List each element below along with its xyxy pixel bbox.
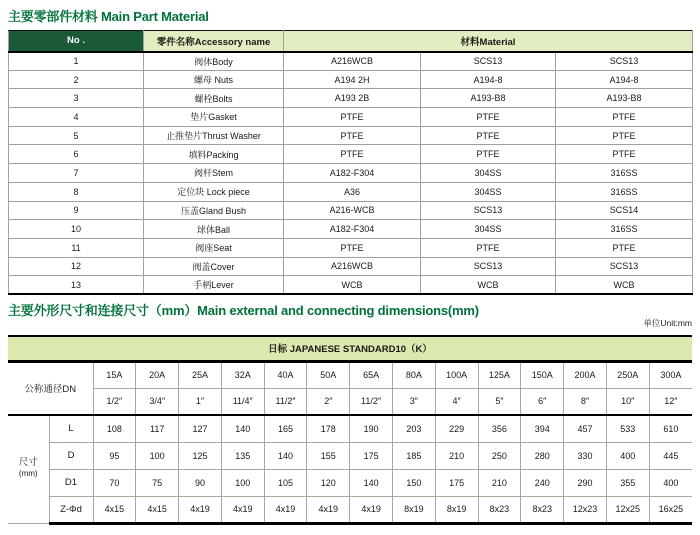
dimension-value: 210: [478, 469, 521, 496]
material-row: [9, 201, 693, 220]
dimension-value: 125: [179, 442, 222, 469]
row-no: 12: [9, 257, 144, 276]
dimension-row: [8, 469, 692, 496]
material-row: [9, 108, 693, 127]
dimensions-table: [8, 335, 692, 525]
part-name: 阀盖Cover: [144, 257, 284, 276]
materials-table: [8, 30, 693, 295]
material-3: PTFE: [556, 238, 693, 257]
row-no: 4: [9, 108, 144, 127]
material-3: PTFE: [556, 108, 693, 127]
dimension-value: 12x23: [564, 496, 607, 523]
dimension-value: 95: [93, 442, 136, 469]
size-a-row: [8, 361, 692, 388]
dimension-value: 210: [435, 442, 478, 469]
dimension-value: 250: [478, 442, 521, 469]
dn-label: 公称通径DN: [8, 361, 93, 415]
row-no: 1: [9, 52, 144, 71]
material-3: WCB: [556, 276, 693, 295]
materials-header-row: [9, 31, 693, 52]
material-1: A216WCB: [284, 52, 421, 71]
size-inch-cell: 11/2″: [264, 388, 307, 415]
size-inch-cell: 3/4″: [136, 388, 179, 415]
size-inch-cell: 4″: [435, 388, 478, 415]
dimension-row: [8, 415, 692, 442]
material-1: A193 2B: [284, 89, 421, 108]
dimension-value: 178: [307, 415, 350, 442]
dimension-value: 240: [521, 469, 564, 496]
part-name: 阀座Seat: [144, 238, 284, 257]
dimension-value: 8x19: [435, 496, 478, 523]
dimension-value: 155: [307, 442, 350, 469]
size-inch-row: [8, 388, 692, 415]
row-no: 9: [9, 201, 144, 220]
material-2: 304SS: [421, 182, 556, 201]
material-3: A194-8: [556, 70, 693, 89]
dimension-value: 70: [93, 469, 136, 496]
dimension-value: 120: [307, 469, 350, 496]
size-a-cell: 150A: [521, 361, 564, 388]
row-no: 8: [9, 182, 144, 201]
dimension-value: 140: [264, 442, 307, 469]
dimension-value: 108: [93, 415, 136, 442]
material-row: [9, 238, 693, 257]
part-name: 螺母 Nuts: [144, 70, 284, 89]
dimension-value: 330: [564, 442, 607, 469]
size-inch-cell: 1″: [179, 388, 222, 415]
dimension-value: 610: [649, 415, 692, 442]
size-inch-cell: 12″: [649, 388, 692, 415]
section2-title: 主要外形尺寸和连接尺寸（mm）Main external and connecting dimensions(mm): [8, 303, 479, 318]
material-2: 304SS: [421, 220, 556, 239]
size-inch-cell: 2″: [307, 388, 350, 415]
material-2: SCS13: [421, 257, 556, 276]
dimension-value: 127: [179, 415, 222, 442]
dimension-value: 355: [606, 469, 649, 496]
dimension-value: 175: [350, 442, 393, 469]
size-inch-cell: 11/2″: [350, 388, 393, 415]
row-no: 5: [9, 126, 144, 145]
row-no: 7: [9, 164, 144, 183]
material-3: 316SS: [556, 164, 693, 183]
material-2: SCS13: [421, 201, 556, 220]
dimension-value: 4x19: [264, 496, 307, 523]
material-3: A193-B8: [556, 89, 693, 108]
material-1: A194 2H: [284, 70, 421, 89]
part-name: 止推垫片Thrust Washer: [144, 126, 284, 145]
size-inch-cell: 11/4″: [221, 388, 264, 415]
material-2: A193-B8: [421, 89, 556, 108]
material-2: PTFE: [421, 108, 556, 127]
material-column-header: 材料Material: [284, 31, 693, 52]
dimension-label: L: [49, 415, 93, 442]
part-name: 手柄Lever: [144, 276, 284, 295]
part-name: 阀体Body: [144, 52, 284, 71]
dimension-label: D1: [49, 469, 93, 496]
section1-title: 主要零部件材料 Main Part Material: [8, 9, 209, 24]
dimension-row: [8, 442, 692, 469]
dimension-value: 100: [221, 469, 264, 496]
size-inch-cell: 1/2″: [93, 388, 136, 415]
size-a-cell: 32A: [221, 361, 264, 388]
material-3: SCS13: [556, 257, 693, 276]
dimension-value: 4x19: [179, 496, 222, 523]
material-2: WCB: [421, 276, 556, 295]
part-name: 定位块 Lock piece: [144, 182, 284, 201]
row-no: 11: [9, 238, 144, 257]
material-2: PTFE: [421, 238, 556, 257]
dimension-value: 4x19: [221, 496, 264, 523]
material-1: PTFE: [284, 126, 421, 145]
dimension-value: 290: [564, 469, 607, 496]
dimension-value: 8x23: [478, 496, 521, 523]
size-a-cell: 25A: [179, 361, 222, 388]
dimension-value: 400: [649, 469, 692, 496]
material-row: [9, 276, 693, 295]
material-3: SCS13: [556, 52, 693, 71]
dimension-value: 100: [136, 442, 179, 469]
dimension-label: D: [49, 442, 93, 469]
size-a-cell: 40A: [264, 361, 307, 388]
material-1: A216WCB: [284, 257, 421, 276]
dimension-value: 400: [606, 442, 649, 469]
size-a-cell: 15A: [93, 361, 136, 388]
size-label-zh: 尺寸: [18, 457, 38, 469]
size-a-cell: 65A: [350, 361, 393, 388]
dimension-value: 140: [221, 415, 264, 442]
material-2: PTFE: [421, 145, 556, 164]
dimension-value: 203: [392, 415, 435, 442]
dimension-value: 175: [435, 469, 478, 496]
size-inch-cell: 3″: [392, 388, 435, 415]
material-row: [9, 52, 693, 71]
dimension-value: 75: [136, 469, 179, 496]
size-a-cell: 200A: [564, 361, 607, 388]
dimension-value: 135: [221, 442, 264, 469]
accessory-name-column-header: 零件名称Accessory name: [144, 31, 284, 52]
dimension-value: 150: [392, 469, 435, 496]
material-1: A216-WCB: [284, 201, 421, 220]
row-no: 6: [9, 145, 144, 164]
dimension-value: 185: [392, 442, 435, 469]
material-row: [9, 220, 693, 239]
dimension-value: 16x25: [649, 496, 692, 523]
row-no: 2: [9, 70, 144, 89]
dimension-value: 4x19: [350, 496, 393, 523]
no-column-header: No .: [9, 31, 144, 52]
size-a-cell: 50A: [307, 361, 350, 388]
dimension-value: 12x25: [606, 496, 649, 523]
dimension-value: 4x19: [307, 496, 350, 523]
material-2: SCS13: [421, 52, 556, 71]
part-name: 压盖Gland Bush: [144, 201, 284, 220]
dimension-value: 4x15: [136, 496, 179, 523]
material-2: 304SS: [421, 164, 556, 183]
dimension-value: 445: [649, 442, 692, 469]
material-3: 316SS: [556, 182, 693, 201]
row-no: 3: [9, 89, 144, 108]
material-3: SCS14: [556, 201, 693, 220]
size-a-cell: 250A: [606, 361, 649, 388]
size-a-cell: 125A: [478, 361, 521, 388]
material-row: [9, 89, 693, 108]
size-a-cell: 100A: [435, 361, 478, 388]
part-name: 球体Ball: [144, 220, 284, 239]
dimension-value: 90: [179, 469, 222, 496]
dimension-value: 229: [435, 415, 478, 442]
dimension-row: [8, 496, 692, 523]
size-inch-cell: 5″: [478, 388, 521, 415]
standard-header: 日标 JAPANESE STANDARD10（K）: [8, 336, 692, 361]
material-row: [9, 126, 693, 145]
dimension-value: 105: [264, 469, 307, 496]
material-3: 316SS: [556, 220, 693, 239]
size-inch-cell: 6″: [521, 388, 564, 415]
material-1: PTFE: [284, 108, 421, 127]
dimension-value: 4x15: [93, 496, 136, 523]
material-1: WCB: [284, 276, 421, 295]
size-inch-cell: 10″: [606, 388, 649, 415]
material-2: A194-8: [421, 70, 556, 89]
dimension-value: 165: [264, 415, 307, 442]
size-a-cell: 20A: [136, 361, 179, 388]
size-unit-label: [8, 415, 49, 523]
dimension-value: 8x19: [392, 496, 435, 523]
row-no: 13: [9, 276, 144, 295]
material-3: PTFE: [556, 145, 693, 164]
material-1: A182-F304: [284, 164, 421, 183]
size-label-unit: (mm): [18, 469, 38, 479]
dimension-value: 190: [350, 415, 393, 442]
material-1: PTFE: [284, 145, 421, 164]
material-row: [9, 182, 693, 201]
dimension-value: 533: [606, 415, 649, 442]
dimension-value: 117: [136, 415, 179, 442]
part-name: 垫片Gasket: [144, 108, 284, 127]
material-1: PTFE: [284, 238, 421, 257]
size-a-cell: 80A: [392, 361, 435, 388]
size-a-cell: 300A: [649, 361, 692, 388]
material-row: [9, 70, 693, 89]
material-row: [9, 164, 693, 183]
material-2: PTFE: [421, 126, 556, 145]
dimension-value: 280: [521, 442, 564, 469]
dimension-value: 140: [350, 469, 393, 496]
dimension-value: 356: [478, 415, 521, 442]
dimension-label: Z-Φd: [49, 496, 93, 523]
material-1: A36: [284, 182, 421, 201]
unit-note: 单位Unit:mm: [643, 318, 692, 328]
part-name: 螺栓Bolts: [144, 89, 284, 108]
dimension-value: 394: [521, 415, 564, 442]
standard-header-row: [8, 336, 692, 361]
row-no: 10: [9, 220, 144, 239]
part-name: 填料Packing: [144, 145, 284, 164]
size-inch-cell: 8″: [564, 388, 607, 415]
dimension-value: 8x23: [521, 496, 564, 523]
material-row: [9, 145, 693, 164]
part-name: 阀杆Stem: [144, 164, 284, 183]
material-1: A182-F304: [284, 220, 421, 239]
material-3: PTFE: [556, 126, 693, 145]
dimension-value: 457: [564, 415, 607, 442]
material-row: [9, 257, 693, 276]
